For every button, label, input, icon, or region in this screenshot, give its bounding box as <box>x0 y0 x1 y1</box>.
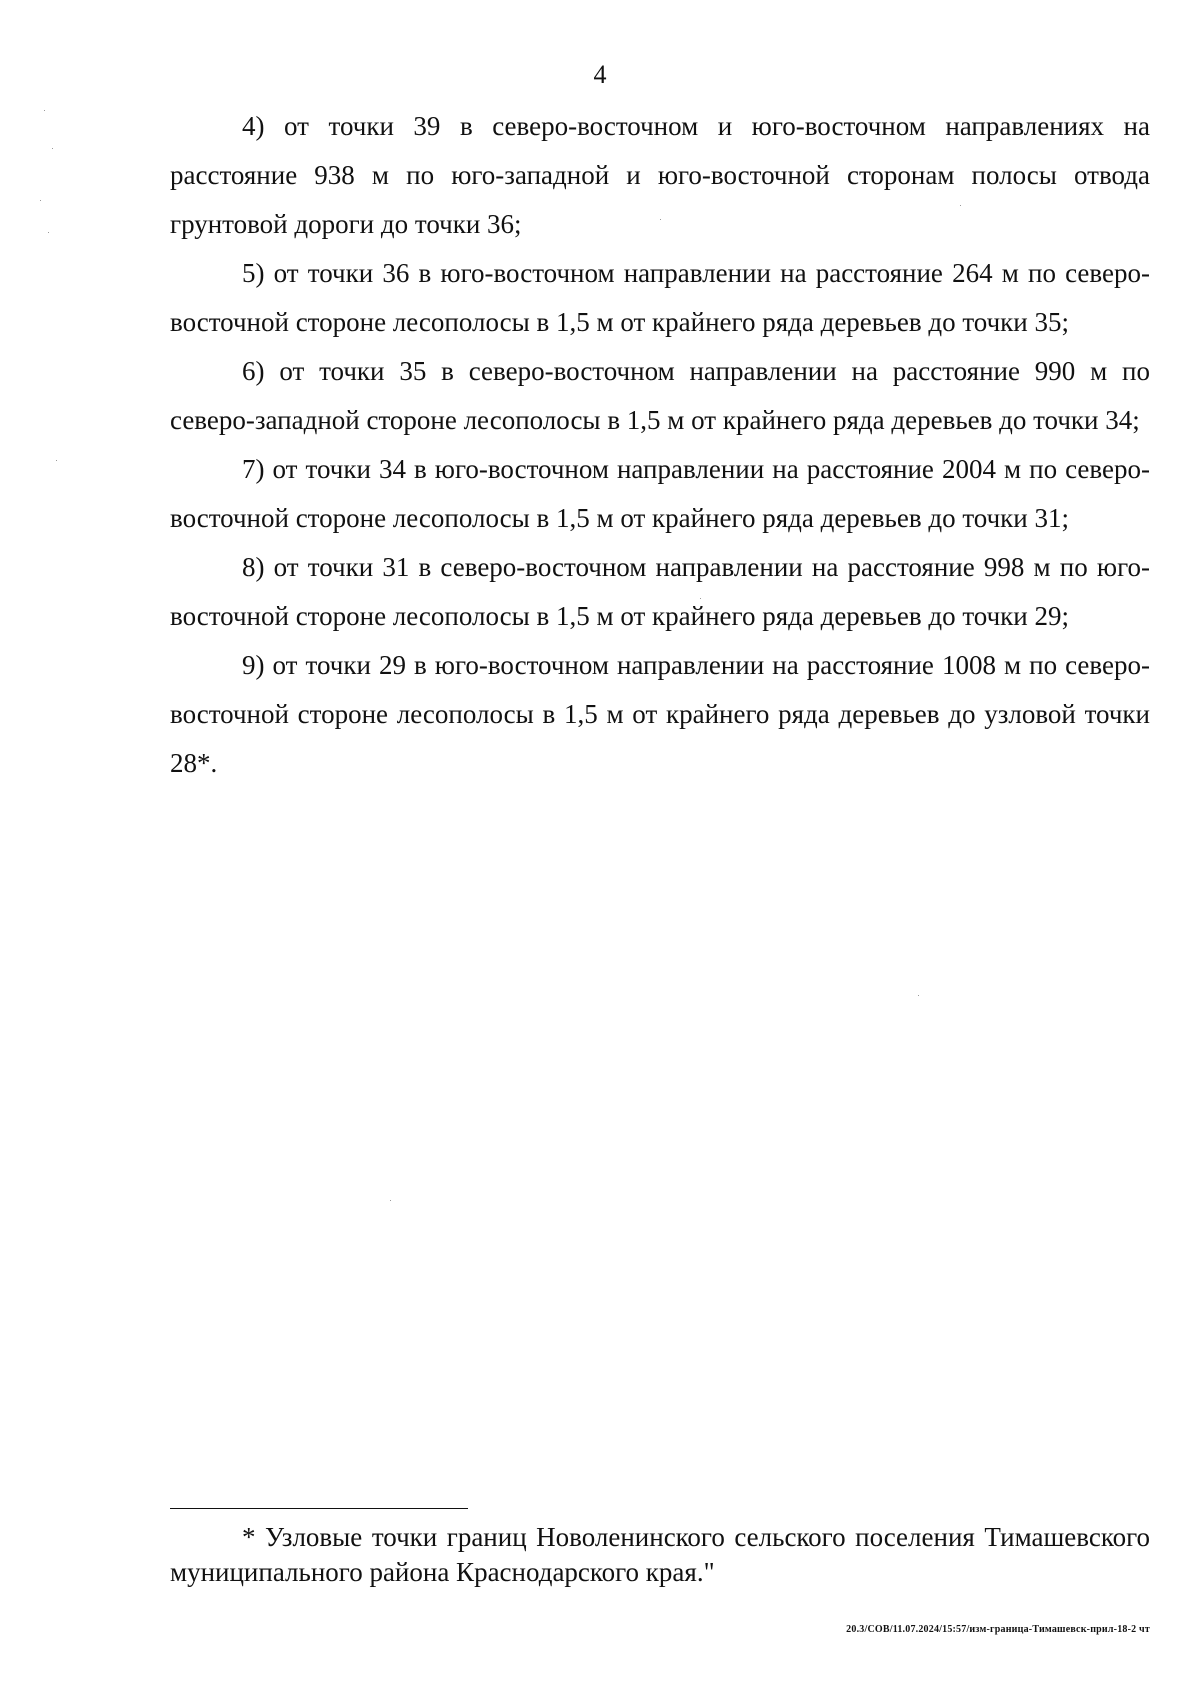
page-number: 4 <box>593 60 607 89</box>
scan-speck <box>40 200 41 201</box>
paragraph-item-6: 6) от точки 35 в северо-восточном направлении на расстояние 990 м по северо-западной стороне лесополосы в 1,5 м от крайнего ряда деревьев до точки 34; <box>170 356 1150 435</box>
scan-speck <box>918 995 919 996</box>
paragraph-item-4: 4) от точки 39 в северо-восточном и юго-восточном направлениях на расстояние 938 м по юго-западной и юго-восточной сторонам полосы отвода грунтовой дороги до точки 36; <box>170 111 1150 239</box>
scan-speck <box>48 232 49 233</box>
scan-speck <box>700 598 701 599</box>
footnote-divider <box>170 1508 468 1509</box>
paragraph-item-9: 9) от точки 29 в юго-восточном направлении на расстояние 1008 м по северо-восточной стороне лесополосы в 1,5 м от крайнего ряда деревьев до узловой точки 28*. <box>170 650 1150 778</box>
footnote <box>170 1520 1150 1590</box>
scan-speck <box>660 219 661 220</box>
paragraph-item-7: 7) от точки 34 в юго-восточном направлении на расстояние 2004 м по северо-восточной стороне лесополосы в 1,5 м от крайнего ряда деревьев до точки 31; <box>170 454 1150 533</box>
scan-speck <box>960 205 961 206</box>
scan-speck <box>390 1200 391 1201</box>
footnote-text: * Узловые точки границ Новоленинского сельского поселения Тимашевского муниципального района Краснодарского края." <box>170 1522 1150 1587</box>
scan-speck <box>44 110 45 111</box>
scan-speck <box>56 460 57 461</box>
paragraph-item-5: 5) от точки 36 в юго-восточном направлении на расстояние 264 м по северо-восточной стороне лесополосы в 1,5 м от крайнего ряда деревьев до точки 35; <box>170 258 1150 337</box>
document-code: 20.3/СОВ/11.07.2024/15:57/изм-граница-Тимашевск-прил-18-2 чт <box>846 1624 1150 1635</box>
document-body <box>170 102 1150 788</box>
paragraph-item-8: 8) от точки 31 в северо-восточном направлении на расстояние 998 м по юго-восточной стороне лесополосы в 1,5 м от крайнего ряда деревьев до точки 29; <box>170 552 1150 631</box>
scan-speck <box>52 148 53 149</box>
